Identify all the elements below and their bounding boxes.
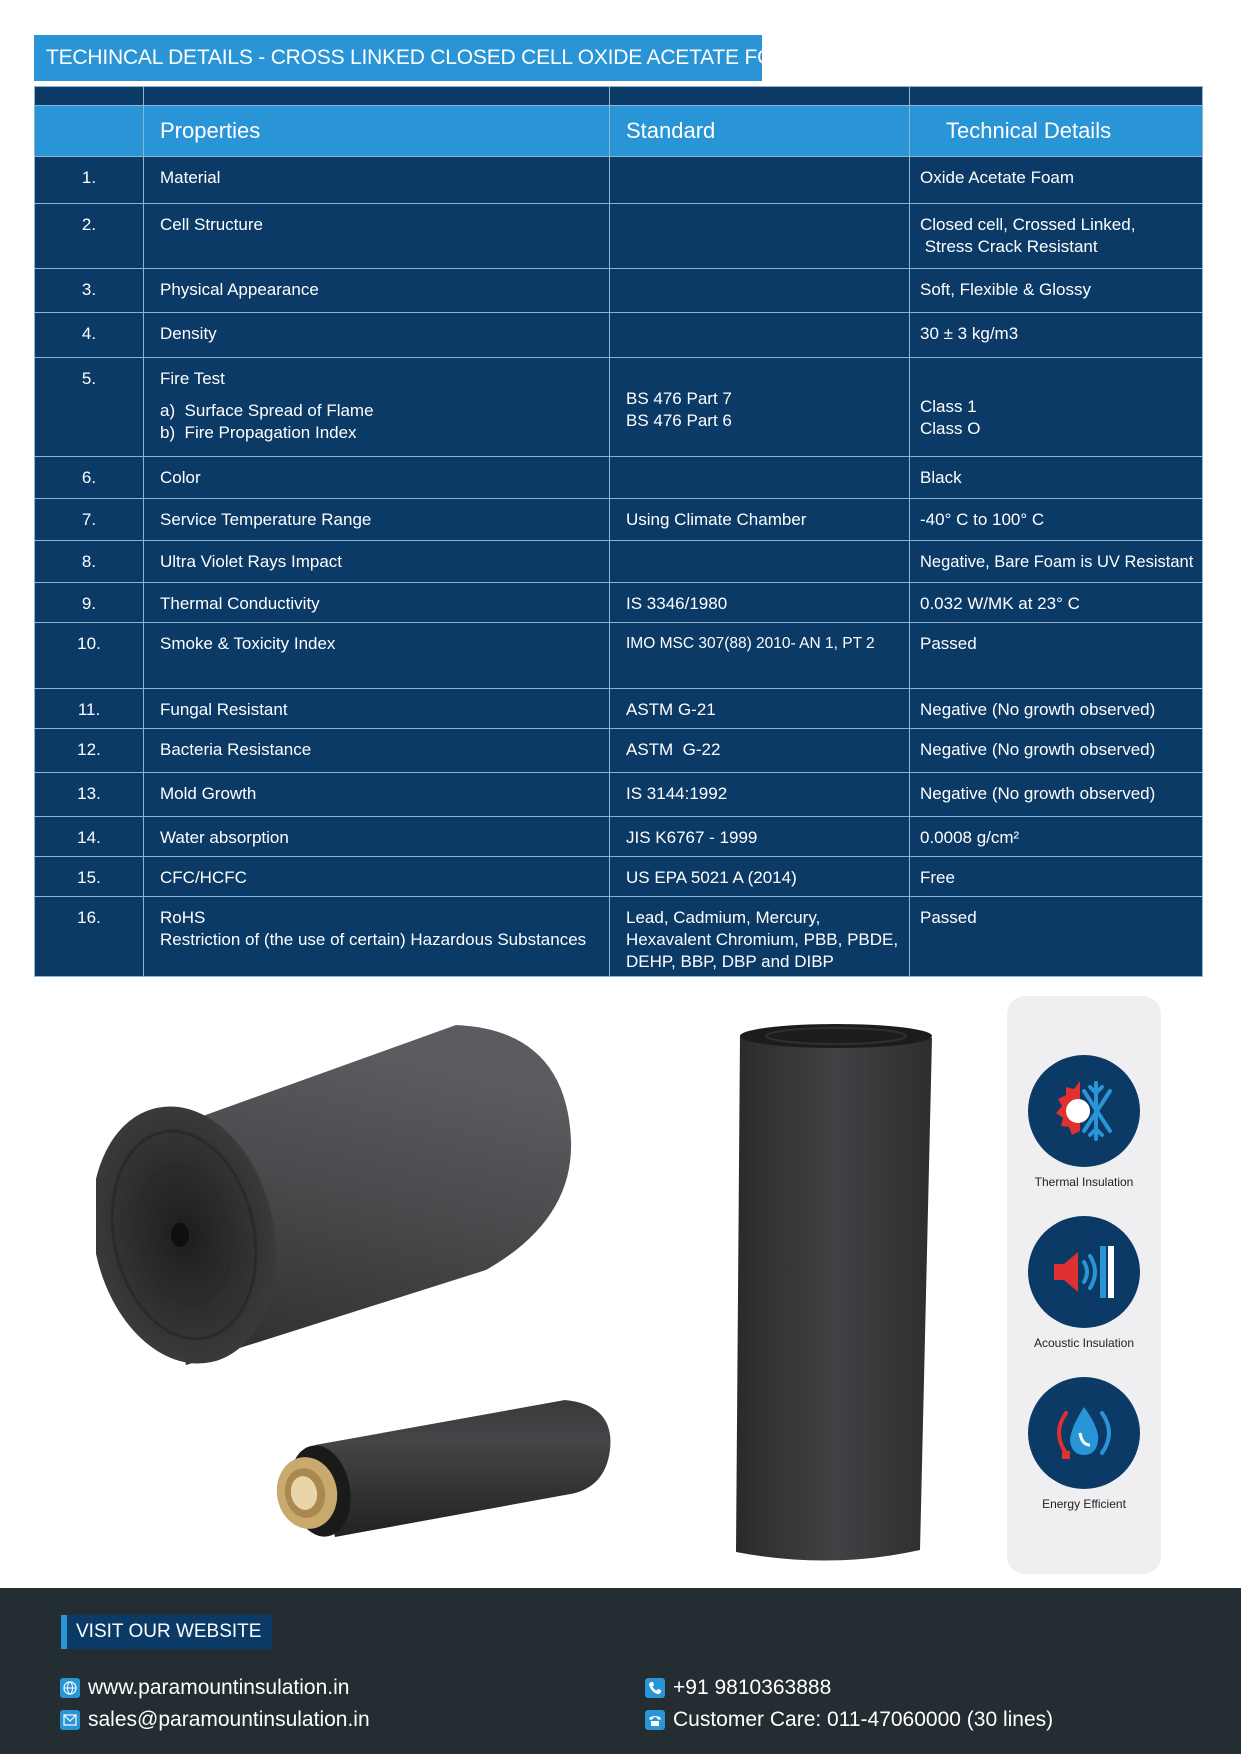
row-number: 8. (35, 541, 144, 583)
header-number (35, 106, 144, 157)
table-row (35, 623, 1203, 689)
row-standard: Using Climate Chamber (610, 499, 910, 541)
feature-label: Thermal Insulation (1034, 1175, 1134, 1189)
feature-energy-efficient (1007, 1377, 1161, 1511)
row-technical: Negative (No growth observed) (910, 773, 1203, 817)
row-technical: Soft, Flexible & Glossy (910, 269, 1203, 313)
row-property: CFC/HCFC (144, 857, 610, 897)
email-link[interactable]: sales@paramountinsulation.in (88, 1708, 370, 1731)
email-contact[interactable] (60, 1708, 370, 1732)
row-technical: -40° C to 100° C (910, 499, 1203, 541)
feature-thermal-insulation (1007, 1055, 1161, 1189)
row-technical: Free (910, 857, 1203, 897)
energy-efficient-icon (1028, 1377, 1140, 1489)
table-row (35, 583, 1203, 623)
table-header-row (35, 106, 1203, 157)
row-property: Ultra Violet Rays Impact (144, 541, 610, 583)
row-standard (610, 269, 910, 313)
table-row (35, 773, 1203, 817)
row-technical: Oxide Acetate Foam (910, 157, 1203, 204)
technical-line-1: Closed cell, Crossed Linked, (920, 215, 1136, 234)
row-property: Mold Growth (144, 773, 610, 817)
row-standard (610, 358, 910, 457)
row-number: 14. (35, 817, 144, 857)
customer-care-contact[interactable] (645, 1708, 1053, 1732)
feature-label: Acoustic Insulation (1033, 1336, 1135, 1350)
technical-details-table (34, 86, 1203, 977)
table-top-strip (35, 87, 1203, 106)
row-technical (910, 204, 1203, 269)
feature-acoustic-insulation (1007, 1216, 1161, 1350)
row-technical: 0.0008 g/cm² (910, 817, 1203, 857)
table-row (35, 313, 1203, 358)
row-property: Cell Structure (144, 204, 610, 269)
row-standard: IS 3346/1980 (610, 583, 910, 623)
header-technical-details: Technical Details (910, 106, 1203, 157)
row-number: 15. (35, 857, 144, 897)
table-row (35, 857, 1203, 897)
mail-icon (60, 1710, 80, 1730)
standard-line-3: DEHP, BBP, DBP and DIBP (626, 952, 834, 971)
row-number: 13. (35, 773, 144, 817)
standard-line-1: BS 476 Part 7 (626, 389, 732, 408)
row-property: Smoke & Toxicity Index (144, 623, 610, 689)
footer (0, 1588, 1241, 1754)
table-row (35, 817, 1203, 857)
row-standard: US EPA 5021 A (2014) (610, 857, 910, 897)
phone-icon (645, 1678, 665, 1698)
row-number: 4. (35, 313, 144, 358)
technical-line-2: Stress Crack Resistant (920, 237, 1098, 256)
row-property: Bacteria Resistance (144, 729, 610, 773)
row-property (144, 358, 610, 457)
row-property: Water absorption (144, 817, 610, 857)
row-number: 10. (35, 623, 144, 689)
row-technical: Black (910, 457, 1203, 499)
property-subtitle: Restriction of (the use of certain) Hazardous Substances (160, 930, 587, 949)
row-property: Density (144, 313, 610, 358)
standard-line-2: Hexavalent Chromium, PBB, PBDE, (626, 930, 899, 949)
table-row (35, 897, 1203, 977)
row-number: 7. (35, 499, 144, 541)
row-property: Service Temperature Range (144, 499, 610, 541)
row-number: 3. (35, 269, 144, 313)
technical-line-1: Class 1 (920, 397, 977, 416)
globe-icon (60, 1678, 80, 1698)
header-properties: Properties (144, 106, 610, 157)
row-standard: IMO MSC 307(88) 2010- AN 1, PT 2 (610, 623, 910, 689)
row-standard (610, 313, 910, 358)
website-link[interactable]: www.paramountinsulation.in (88, 1676, 350, 1699)
feature-label: Energy Efficient (1042, 1497, 1126, 1511)
row-standard: JIS K6767 - 1999 (610, 817, 910, 857)
row-number: 2. (35, 204, 144, 269)
row-property (144, 897, 610, 977)
property-sub-b: b) Fire Propagation Index (160, 423, 357, 442)
row-standard (610, 157, 910, 204)
foam-sheet-roll-image (730, 1020, 940, 1565)
standard-line-1: Lead, Cadmium, Mercury, (626, 908, 821, 927)
row-technical: 0.032 W/MK at 23° C (910, 583, 1203, 623)
customer-care-number[interactable]: Customer Care: 011-47060000 (30 lines) (673, 1708, 1054, 1731)
row-number: 1. (35, 157, 144, 204)
row-number: 6. (35, 457, 144, 499)
table-row (35, 157, 1203, 204)
header-standard: Standard (610, 106, 910, 157)
row-number: 16. (35, 897, 144, 977)
row-property: Fungal Resistant (144, 689, 610, 729)
acoustic-insulation-icon (1028, 1216, 1140, 1328)
row-technical: 30 ± 3 kg/m3 (910, 313, 1203, 358)
row-standard (610, 541, 910, 583)
row-number: 5. (35, 358, 144, 457)
row-technical (910, 358, 1203, 457)
table-row (35, 204, 1203, 269)
property-title: RoHS (160, 908, 206, 927)
table-row (35, 729, 1203, 773)
property-sub-a: a) Surface Spread of Flame (160, 401, 374, 420)
table-row (35, 499, 1203, 541)
standard-line-2: BS 476 Part 6 (626, 411, 732, 430)
row-technical: Passed (910, 897, 1203, 977)
row-property: Thermal Conductivity (144, 583, 610, 623)
row-standard: ASTM G-21 (610, 689, 910, 729)
telephone-icon (645, 1710, 665, 1730)
features-panel (1007, 996, 1161, 1574)
row-number: 9. (35, 583, 144, 623)
row-number: 12. (35, 729, 144, 773)
property-title: Fire Test (160, 369, 225, 388)
row-standard (610, 457, 910, 499)
visit-website-badge: VISIT OUR WEBSITE (61, 1615, 272, 1649)
row-property: Material (144, 157, 610, 204)
row-property: Physical Appearance (144, 269, 610, 313)
row-number: 11. (35, 689, 144, 729)
table-row (35, 689, 1203, 729)
row-technical: Negative (No growth observed) (910, 729, 1203, 773)
table-row (35, 541, 1203, 583)
foam-pipe-insulation-image (275, 1395, 615, 1545)
row-technical: Negative, Bare Foam is UV Resistant (910, 541, 1203, 583)
table-row (35, 269, 1203, 313)
phone-contact[interactable] (645, 1676, 831, 1700)
table-row (35, 457, 1203, 499)
thermal-insulation-icon (1028, 1055, 1140, 1167)
website-contact[interactable] (60, 1676, 349, 1700)
phone-number[interactable]: +91 9810363888 (673, 1676, 832, 1699)
row-standard (610, 897, 910, 977)
row-technical: Passed (910, 623, 1203, 689)
technical-line-2: Class O (920, 419, 981, 438)
row-property: Color (144, 457, 610, 499)
table-row (35, 358, 1203, 457)
row-standard (610, 204, 910, 269)
row-standard: ASTM G-22 (610, 729, 910, 773)
foam-roll-image (96, 1020, 576, 1380)
row-standard: IS 3144:1992 (610, 773, 910, 817)
page-title: TECHINCAL DETAILS - CROSS LINKED CLOSED CELL OXIDE ACETATE FOAM (34, 35, 762, 81)
row-technical: Negative (No growth observed) (910, 689, 1203, 729)
